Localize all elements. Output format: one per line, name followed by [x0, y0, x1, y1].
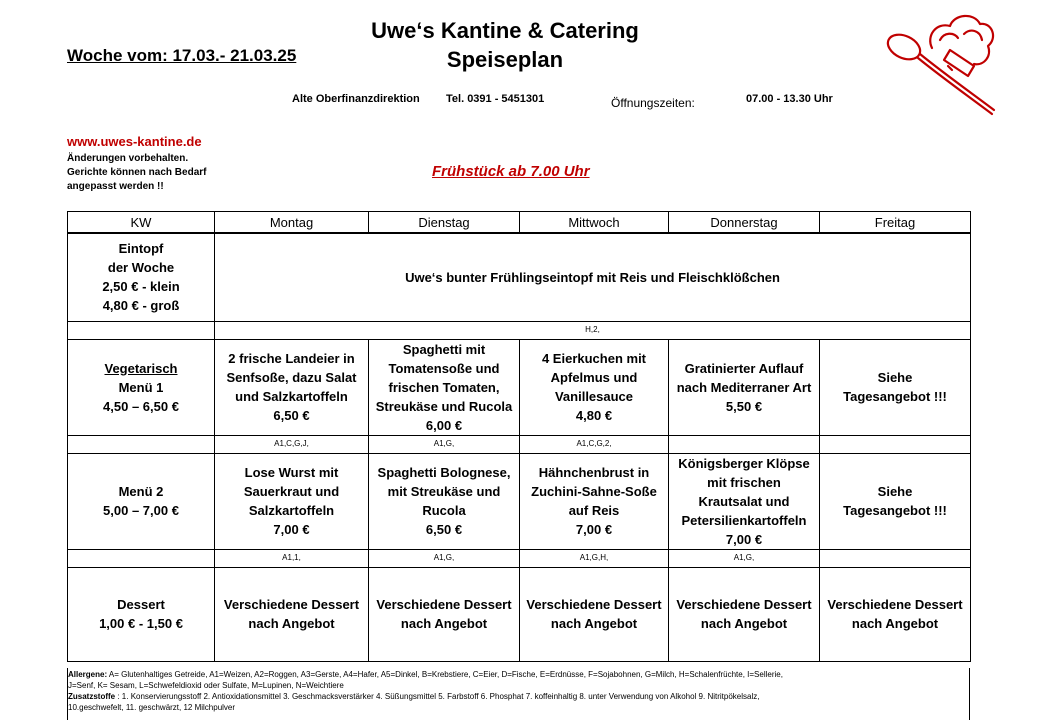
zusatz-line [68, 691, 969, 702]
notice-line: angepasst werden !! [67, 181, 164, 192]
dessert-monday [215, 567, 369, 661]
menu2-thursday [669, 453, 820, 549]
dish-line: Hähnchenbrust in [538, 465, 650, 480]
menu2-monday [215, 453, 369, 549]
dish-line: Krautsalat und [698, 493, 790, 509]
eintopf-codes: H,2, [215, 321, 971, 339]
menu-table [67, 211, 971, 662]
allergene-text: A= Glutenhaltiges Getreide, A1=Weizen, A2=Roggen, A3=Gerste, A4=Hafer, A5=Dinkel, B=Krebstiere, C=Eier, D=Fische, E=Erdnüsse, F=Sojabohnen, G=Milch, H=Schalenfrüchte, I=Sellerie, [107, 670, 783, 679]
dish-line: Lose Wurst mit [244, 465, 339, 480]
menu1-wednesday [520, 339, 669, 435]
dish-line: Vanillesauce [554, 389, 634, 404]
codes-label-cell [68, 549, 215, 567]
menu1-thursday [669, 339, 820, 435]
menu2-friday-codes [820, 549, 971, 567]
dish-line: 4 Eierkuchen mit [541, 351, 647, 366]
dish-line: frischen Tomaten, [388, 379, 500, 395]
dish-line: mit frischen [707, 474, 781, 490]
dish-line: Königsberger Klöpse [678, 455, 810, 471]
label-line: Vegetarisch [104, 360, 178, 376]
label-line: Dessert [117, 597, 165, 612]
row-label-eintopf [68, 233, 215, 321]
codes-label-cell [68, 321, 215, 339]
dessert-friday [820, 567, 971, 661]
table-row-menu1 [68, 339, 971, 435]
table-row-dessert [68, 567, 971, 661]
dish-line: Verschiedene Dessert [376, 597, 512, 612]
dish-line: Gratinierter Auflauf [684, 360, 804, 376]
label-line: 4,80 € - groß [102, 298, 180, 314]
dish-line: nach Angebot [851, 616, 939, 631]
table-row-eintopf-codes [68, 321, 971, 339]
menu1-wednesday-codes: A1,C,G,2, [520, 435, 669, 453]
menu2-monday-codes: A1,1, [215, 549, 369, 567]
zusatz-label: Zusatzstoffe [68, 692, 116, 701]
dish-price: 7,00 € [273, 522, 310, 537]
opening-hours-label: Öffnungszeiten: [611, 96, 695, 110]
menu2-tuesday-codes: A1,G, [369, 549, 520, 567]
dish-line: Siehe [877, 484, 913, 499]
dish-price: 4,80 € [575, 408, 613, 423]
dish-line: Tagesangebot !!! [843, 389, 947, 404]
dish-line: Rucola [422, 503, 466, 518]
menu1-monday [215, 339, 369, 435]
dish-line: Tomatensoße und [388, 360, 500, 376]
zusatz-line: 10.geschwefelt, 11. geschwärzt, 12 Milchpulver [68, 703, 236, 712]
dessert-wednesday [520, 567, 669, 661]
column-header-friday: Freitag [820, 212, 971, 234]
menu2-tuesday [369, 453, 520, 549]
title-business-name: Uwe‘s Kantine & Catering [371, 18, 639, 43]
dish-line: Zuchini-Sahne-Soße [531, 484, 657, 499]
dish-price: 7,00 € [575, 522, 613, 537]
dish-price: 7,00 € [725, 531, 763, 547]
label-line: 4,50 – 6,50 € [103, 398, 179, 414]
table-row-menu1-codes [68, 435, 971, 453]
dish-line: auf Reis [568, 503, 620, 518]
dessert-thursday [669, 567, 820, 661]
change-notice [67, 152, 237, 194]
dish-price: 6,00 € [425, 417, 463, 433]
table-row-eintopf [68, 233, 971, 321]
menu1-tuesday [369, 339, 520, 435]
menu2-wednesday-codes: A1,G,H, [520, 549, 669, 567]
address: Alte Oberfinanzdirektion [292, 93, 420, 105]
dish-line: Sauerkraut und [243, 484, 340, 499]
label-line: der Woche [107, 260, 175, 276]
dish-line: nach Mediterraner Art [676, 379, 812, 395]
dish-line: Verschiedene Dessert [827, 597, 963, 612]
row-label-menu1 [68, 339, 215, 435]
menu2-thursday-codes: A1,G, [669, 549, 820, 567]
dish-line: Senfsoße, dazu Salat [226, 370, 357, 385]
row-label-menu2 [68, 453, 215, 549]
dish-line: Streukäse und Rucola [375, 398, 513, 414]
dessert-tuesday [369, 567, 520, 661]
notice-line: Gerichte können nach Bedarf [67, 167, 207, 178]
allergene-line [68, 669, 969, 680]
menu1-thursday-codes [669, 435, 820, 453]
phone-number: Tel. 0391 - 5451301 [446, 93, 545, 105]
menu1-monday-codes: A1,C,G,J, [215, 435, 369, 453]
dish-line: und Salzkartoffeln [235, 389, 348, 404]
label-line: Eintopf [118, 241, 164, 257]
label-line: 5,00 – 7,00 € [103, 503, 179, 518]
dish-line: Verschiedene Dessert [526, 597, 662, 612]
column-header-thursday: Donnerstag [669, 212, 820, 234]
column-header-monday: Montag [215, 212, 369, 234]
dish-line: Salzkartoffeln [248, 503, 335, 518]
table-header-row [68, 212, 971, 234]
breakfast-notice: Frühstück ab 7.00 Uhr [432, 163, 590, 180]
dish-line: Spaghetti Bolognese, [377, 465, 511, 480]
menu1-friday [820, 339, 971, 435]
menu1-tuesday-codes: A1,G, [369, 435, 520, 453]
title-menu-plan: Speiseplan [446, 47, 564, 72]
codes-label-cell [68, 435, 215, 453]
menu1-friday-codes [820, 435, 971, 453]
dish-line: Verschiedene Dessert [676, 597, 812, 612]
label-line: 2,50 € - klein [102, 279, 180, 295]
row-label-dessert [68, 567, 215, 661]
dish-price: 6,50 € [273, 408, 310, 423]
table-row-menu2-codes [68, 549, 971, 567]
opening-hours: 07.00 - 13.30 Uhr [746, 93, 833, 105]
website-link[interactable]: www.uwes-kantine.de [67, 134, 202, 149]
dish-line: Siehe [877, 370, 913, 385]
page-title [340, 16, 670, 74]
dish-price: 6,50 € [425, 522, 463, 537]
allergene-label: Allergene: [68, 670, 108, 679]
menu2-wednesday [520, 453, 669, 549]
dish-line: nach Angebot [550, 616, 638, 631]
dish-line: mit Streukäse und [387, 484, 501, 499]
label-line: Menü 1 [118, 379, 164, 395]
dish-line: nach Angebot [248, 616, 335, 631]
allergen-legend [67, 668, 970, 720]
dish-line: Spaghetti mit [402, 341, 486, 357]
dish-line: 2 frische Landeier in [228, 351, 355, 366]
dish-line: nach Angebot [700, 616, 788, 631]
zusatz-text: : 1. Konservierungsstoff 2. Antioxidationsmittel 3. Geschmacksverstärker 4. Süßungsmittel 5. Farbstoff 6. Phosphat 7. koffeinhaltig 8. unter Verwendung von Alkohol 9. Nitritpökelsalz, [115, 692, 760, 701]
column-header-wednesday: Mittwoch [520, 212, 669, 234]
label-line: 1,00 € - 1,50 € [99, 616, 183, 631]
column-header-kw: KW [68, 212, 215, 234]
table-row-menu2 [68, 453, 971, 549]
dish-line: nach Angebot [400, 616, 488, 631]
column-header-tuesday: Dienstag [369, 212, 520, 234]
dish-line: Apfelmus und [550, 370, 638, 385]
eintopf-dish: Uwe‘s bunter Frühlingseintopf mit Reis und Fleischklößchen [215, 233, 971, 321]
week-range: Woche vom: 17.03.- 21.03.25 [67, 46, 297, 65]
dish-price: 5,50 € [725, 398, 763, 414]
label-line: Menü 2 [118, 484, 164, 499]
dish-line: Tagesangebot !!! [843, 503, 947, 518]
chef-hat-spoon-icon [880, 10, 1000, 122]
dish-line: Verschiedene Dessert [223, 597, 360, 612]
notice-line: Änderungen vorbehalten. [67, 153, 189, 164]
allergene-line: J=Senf, K= Sesam, L=Schwefeldioxid oder Sulfate, M=Lupinen, N=Weichtiere [68, 681, 344, 690]
dish-line: Petersilienkartoffeln [681, 512, 807, 528]
menu2-friday [820, 453, 971, 549]
